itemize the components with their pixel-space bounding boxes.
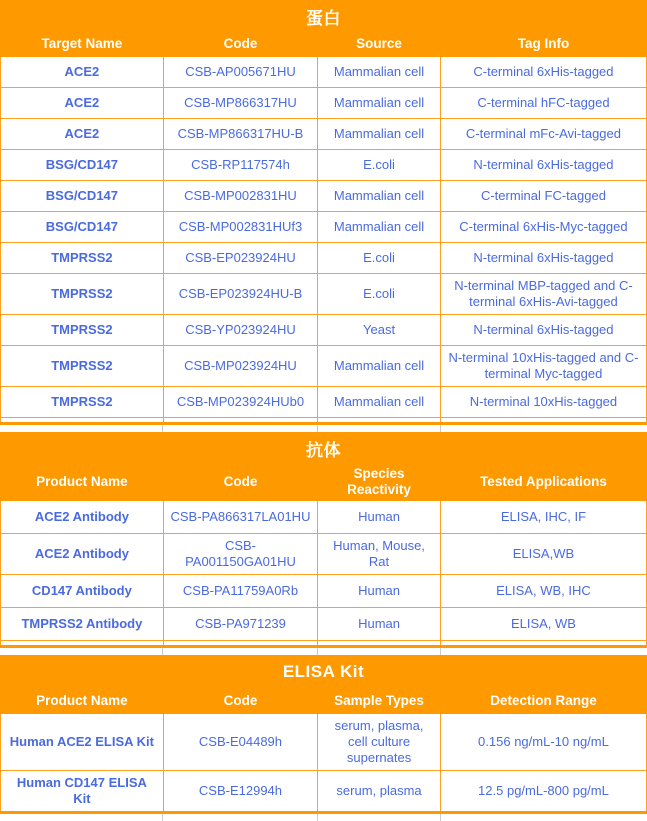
elisa-section-title-row (1, 656, 647, 689)
column-header-tag-info: Tag Info (440, 32, 646, 57)
protein-section-title: 蛋白 (1, 1, 647, 32)
column-header-tested-applications: Tested Applications (440, 464, 646, 501)
target-name-cell[interactable]: BSG/CD147 (1, 150, 164, 181)
table-row (1, 57, 647, 88)
target-name-cell[interactable]: TMPRSS2 (1, 274, 164, 315)
page-bottom-strip (0, 814, 647, 821)
source-cell: Mammalian cell (318, 88, 441, 119)
tested-applications-cell: ELISA, IHC, IF (440, 501, 646, 534)
detection-range-cell: 12.5 pg/mL-800 pg/mL (440, 771, 646, 813)
product-name-cell[interactable]: ACE2 Antibody (1, 534, 164, 575)
table-row (1, 243, 647, 274)
source-cell: Mammalian cell (318, 387, 441, 418)
elisa-kit-table (0, 655, 647, 814)
table-row (1, 501, 647, 534)
species-reactivity-cell: Human, Mouse, Rat (318, 534, 441, 575)
protein-column-header-row (1, 32, 647, 57)
elisa-section-title: ELISA Kit (1, 656, 647, 689)
target-name-cell[interactable]: ACE2 (1, 57, 164, 88)
target-name-cell[interactable]: ACE2 (1, 119, 164, 150)
trailing-empty-row (1, 418, 647, 424)
column-header-code: Code (163, 689, 317, 714)
sample-types-cell: serum, plasma (318, 771, 441, 813)
target-name-cell[interactable]: TMPRSS2 (1, 346, 164, 387)
source-cell: Mammalian cell (318, 57, 441, 88)
code-cell[interactable]: CSB-MP866317HU-B (163, 119, 317, 150)
column-header-code: Code (163, 464, 317, 501)
table-row (1, 274, 647, 315)
elisa-column-header-row (1, 689, 647, 714)
column-header-sample-types: Sample Types (318, 689, 441, 714)
table-row (1, 346, 647, 387)
code-cell[interactable]: CSB-PA001150GA01HU (163, 534, 317, 575)
tag-info-cell: N-terminal 6xHis-tagged (440, 315, 646, 346)
tag-info-cell: N-terminal 10xHis-tagged and C-terminal Myc-tagged (440, 346, 646, 387)
code-cell[interactable]: CSB-EP023924HU (163, 243, 317, 274)
table-row (1, 181, 647, 212)
source-cell: E.coli (318, 243, 441, 274)
table-row (1, 150, 647, 181)
code-cell[interactable]: CSB-YP023924HU (163, 315, 317, 346)
table-row (1, 119, 647, 150)
source-cell: Yeast (318, 315, 441, 346)
tested-applications-cell: ELISA, WB, IHC (440, 575, 646, 608)
antibody-column-header-row (1, 464, 647, 501)
tested-applications-cell: ELISA, WB (440, 608, 646, 641)
column-header-product-name: Product Name (1, 464, 164, 501)
tag-info-cell: C-terminal hFC-tagged (440, 88, 646, 119)
code-cell[interactable]: CSB-PA971239 (163, 608, 317, 641)
tag-info-cell: N-terminal 10xHis-tagged (440, 387, 646, 418)
table-row (1, 534, 647, 575)
column-header-detection-range: Detection Range (440, 689, 646, 714)
species-reactivity-cell: Human (318, 501, 441, 534)
table-row (1, 88, 647, 119)
source-cell: E.coli (318, 274, 441, 315)
table-row (1, 575, 647, 608)
target-name-cell[interactable]: TMPRSS2 (1, 315, 164, 346)
code-cell[interactable]: CSB-E04489h (163, 714, 317, 771)
source-cell: Mammalian cell (318, 181, 441, 212)
code-cell[interactable]: CSB-PA11759A0Rb (163, 575, 317, 608)
species-reactivity-cell: Human (318, 608, 441, 641)
code-cell[interactable]: CSB-EP023924HU-B (163, 274, 317, 315)
tag-info-cell: C-terminal FC-tagged (440, 181, 646, 212)
product-name-cell[interactable]: TMPRSS2 Antibody (1, 608, 164, 641)
tag-info-cell: N-terminal MBP-tagged and C-terminal 6xHis-Avi-tagged (440, 274, 646, 315)
protein-section-title-row (1, 1, 647, 32)
tested-applications-cell: ELISA,WB (440, 534, 646, 575)
code-cell[interactable]: CSB-MP023924HUb0 (163, 387, 317, 418)
antibody-section-title: 抗体 (1, 433, 647, 464)
code-cell[interactable]: CSB-RP117574h (163, 150, 317, 181)
code-cell[interactable]: CSB-MP002831HUf3 (163, 212, 317, 243)
code-cell[interactable]: CSB-AP005671HU (163, 57, 317, 88)
column-header-product-name: Product Name (1, 689, 164, 714)
table-row (1, 212, 647, 243)
table-row (1, 315, 647, 346)
table-row (1, 771, 647, 813)
tag-info-cell: C-terminal 6xHis-Myc-tagged (440, 212, 646, 243)
product-name-cell[interactable]: ACE2 Antibody (1, 501, 164, 534)
code-cell[interactable]: CSB-E12994h (163, 771, 317, 813)
table-row (1, 714, 647, 771)
antibody-section-title-row (1, 433, 647, 464)
source-cell: Mammalian cell (318, 119, 441, 150)
antibody-table (0, 432, 647, 648)
tag-info-cell: C-terminal mFc-Avi-tagged (440, 119, 646, 150)
column-header-target-name: Target Name (1, 32, 164, 57)
column-header-source: Source (318, 32, 441, 57)
target-name-cell[interactable]: ACE2 (1, 88, 164, 119)
section-divider (0, 648, 647, 655)
column-header-code: Code (163, 32, 317, 57)
table-row (1, 387, 647, 418)
code-cell[interactable]: CSB-MP023924HU (163, 346, 317, 387)
table-row (1, 608, 647, 641)
section-divider (0, 425, 647, 432)
tag-info-cell: C-terminal 6xHis-tagged (440, 57, 646, 88)
target-name-cell[interactable]: BSG/CD147 (1, 212, 164, 243)
source-cell: Mammalian cell (318, 346, 441, 387)
target-name-cell[interactable]: BSG/CD147 (1, 181, 164, 212)
product-name-cell[interactable]: CD147 Antibody (1, 575, 164, 608)
column-header-species-reactivity: Species Reactivity (318, 464, 441, 501)
detection-range-cell: 0.156 ng/mL-10 ng/mL (440, 714, 646, 771)
tag-info-cell: N-terminal 6xHis-tagged (440, 243, 646, 274)
species-reactivity-cell: Human (318, 575, 441, 608)
product-name-cell[interactable]: Human ACE2 ELISA Kit (1, 714, 164, 771)
target-name-cell[interactable]: TMPRSS2 (1, 243, 164, 274)
code-cell[interactable]: CSB-MP002831HU (163, 181, 317, 212)
sample-types-cell: serum, plasma, cell culture supernates (318, 714, 441, 771)
source-cell: Mammalian cell (318, 212, 441, 243)
tag-info-cell: N-terminal 6xHis-tagged (440, 150, 646, 181)
product-name-cell[interactable]: Human CD147 ELISA Kit (1, 771, 164, 813)
trailing-empty-row (1, 641, 647, 647)
code-cell[interactable]: CSB-MP866317HU (163, 88, 317, 119)
source-cell: E.coli (318, 150, 441, 181)
target-name-cell[interactable]: TMPRSS2 (1, 387, 164, 418)
code-cell[interactable]: CSB-PA866317LA01HU (163, 501, 317, 534)
